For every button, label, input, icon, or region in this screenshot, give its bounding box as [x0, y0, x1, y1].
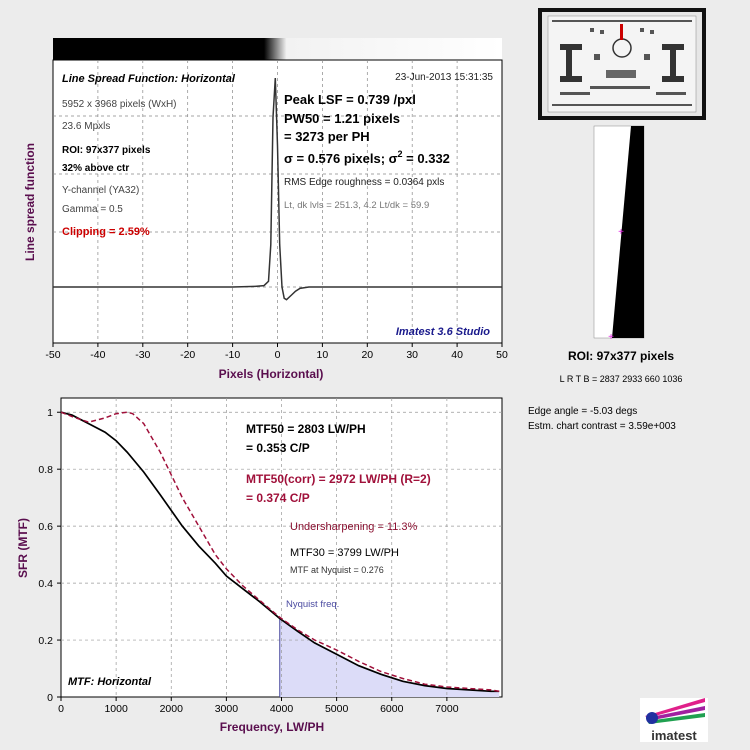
lsf-x-axis-label: Pixels (Horizontal) [218, 367, 324, 381]
svg-text:+: + [618, 227, 624, 238]
lsf-x-tick-label: -40 [90, 349, 106, 361]
imatest-logo [640, 698, 708, 743]
mtf50-label: MTF50 = 2803 LW/PH [246, 422, 366, 436]
lsf-peak: Peak LSF = 0.739 /pxl [284, 92, 416, 107]
mtf-y-axis-label: SFR (MTF) [16, 518, 30, 578]
mtf-y-tick-label: 0.4 [38, 578, 53, 591]
mtf-y-tick-label: 0.2 [38, 635, 53, 648]
lsf-x-tick-label: 10 [316, 349, 329, 361]
mtf50corr-cp-label: = 0.374 C/P [246, 491, 310, 505]
nyquist-label: Nyquist freq. [286, 599, 340, 610]
chart-contrast-label: Estm. chart contrast = 3.59e+003 [528, 421, 676, 432]
lsf-roi-pos: 32% above ctr [62, 163, 130, 174]
roi-size-label: ROI: 97x377 pixels [567, 349, 675, 363]
svg-text:+: + [608, 332, 614, 343]
lsf-gamma: Gamma = 0.5 [62, 204, 123, 215]
undersharpening-label: Undersharpening = 11.3% [290, 521, 418, 533]
logo-text: imatest [651, 728, 697, 743]
mtf50-cp-label: = 0.353 C/P [246, 441, 310, 455]
mtf-x-axis-label: Frequency, LW/PH [219, 720, 325, 734]
mtf-x-tick-label: 3000 [214, 703, 239, 715]
lsf-x-tick-label: 30 [406, 349, 419, 361]
mtf50corr-label: MTF50(corr) = 2972 LW/PH (R=2) [246, 472, 431, 486]
mtf-plot-label: MTF: Horizontal [68, 676, 152, 688]
lsf-x-tick-label: -50 [45, 349, 61, 361]
lsf-roi: ROI: 97x377 pixels [62, 145, 151, 156]
mtf-plot [16, 398, 502, 734]
mtf-nyquist-value-label: MTF at Nyquist = 0.276 [290, 565, 384, 575]
mtf-y-tick-label: 0 [47, 692, 53, 704]
mtf-x-tick-label: 2000 [159, 703, 183, 715]
lsf-title: Line Spread Function: Horizontal [62, 73, 235, 85]
mtf-x-tick-label: 7000 [435, 703, 459, 715]
lsf-rms: RMS Edge roughness = 0.0364 pxls [284, 177, 445, 188]
chart-thumbnail [538, 8, 706, 120]
lsf-x-ticks [45, 343, 508, 361]
mtf-x-tick-label: 6000 [380, 703, 404, 715]
mtf30-label: MTF30 = 3799 LW/PH [290, 547, 399, 559]
lsf-info-size: 5952 x 3968 pixels (WxH) [62, 99, 177, 110]
lsf-x-tick-label: -20 [180, 349, 196, 361]
mtf-x-tick-label: 4000 [269, 703, 294, 715]
lsf-gradient-strip [53, 38, 502, 60]
lsf-info-mpxls: 23.6 Mpxls [62, 121, 111, 132]
edge-angle-label: Edge angle = -5.03 degs [528, 406, 638, 417]
roi-crop-image [594, 126, 644, 343]
lsf-brand: Imatest 3.6 Studio [395, 326, 490, 338]
lsf-x-tick-label: 20 [361, 349, 374, 361]
lsf-pw50: PW50 = 1.21 pixels [284, 111, 400, 126]
mtf-y-tick-label: 0.6 [38, 521, 53, 534]
lsf-timestamp: 23-Jun-2013 15:31:35 [395, 72, 493, 83]
lsf-levels: Lt, dk lvls = 251.3, 4.2 Lt/dk = 59.9 [284, 200, 430, 211]
lsf-x-tick-label: 40 [451, 349, 463, 361]
mtf-y-tick-label: 1 [47, 407, 53, 420]
lsf-clipping: Clipping = 2.59% [62, 226, 150, 238]
lsf-sigma: σ = 0.576 pixels; $\sigma^2 = 0.332$ [284, 149, 450, 166]
mtf-y-tick-label: 0.8 [38, 464, 53, 477]
mtf-x-ticks [58, 697, 459, 715]
lsf-sigma-superscript: 2 [397, 149, 403, 159]
mtf-x-tick-label: 1000 [104, 703, 128, 715]
lsf-x-tick-label: -30 [135, 349, 151, 361]
mtf-x-tick-label: 0 [58, 703, 64, 715]
mtf-y-ticks [38, 407, 61, 704]
lsf-x-tick-label: 0 [274, 349, 281, 361]
lsf-y-axis-label: Line spread function [23, 142, 37, 262]
lsf-plot [23, 38, 508, 381]
lsf-pw50-ph: = 3273 per PH [284, 129, 370, 144]
roi-coords-label: L R T B = 2837 2933 660 1036 [559, 374, 683, 384]
lsf-channel: Y-channel (YA32) [62, 185, 140, 196]
lsf-x-tick-label: -10 [225, 349, 241, 361]
lsf-x-tick-label: 50 [496, 349, 508, 361]
mtf-x-tick-label: 5000 [324, 703, 349, 715]
